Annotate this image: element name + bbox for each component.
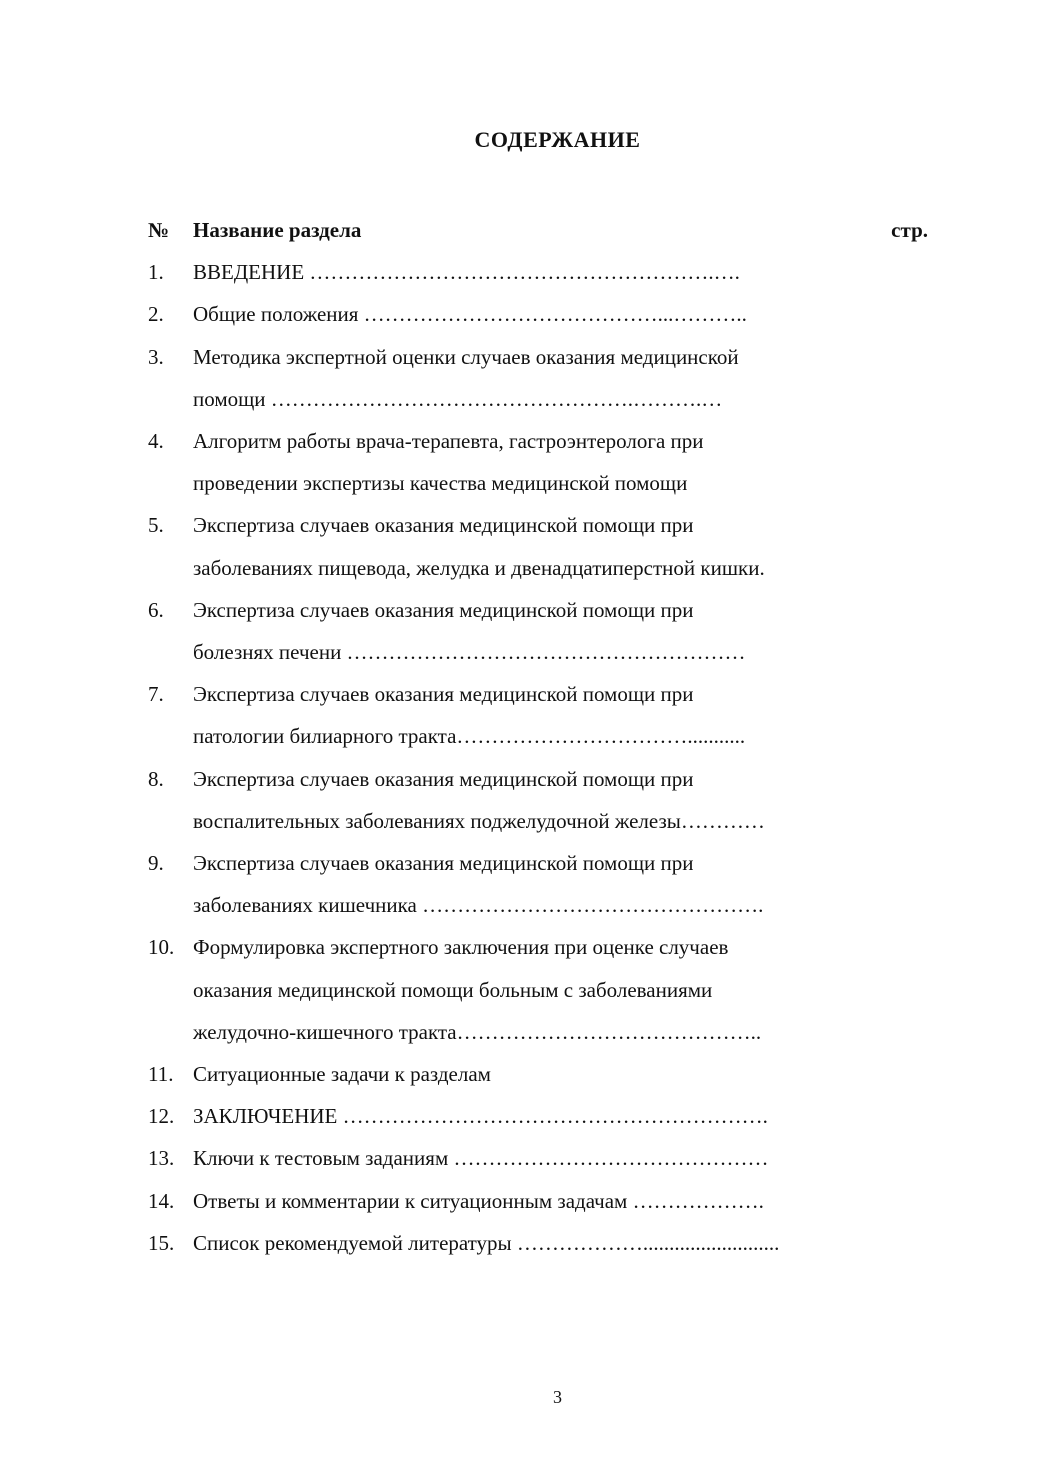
toc-entry-number: 8. (148, 766, 164, 791)
toc-entry-number: 4. (148, 429, 164, 453)
toc-entry (148, 842, 928, 926)
table-of-contents (148, 209, 928, 1264)
toc-entry-number: 12. (148, 1104, 175, 1129)
toc-entry-title-line: Список рекомендуемой литературы ……………….......................... (193, 1230, 780, 1255)
toc-entry (148, 1053, 928, 1095)
toc-entry-title-line: Экспертиза случаев оказания медицинской помощи при (193, 513, 694, 538)
toc-header (148, 209, 928, 251)
toc-entry-title-line: Общие положения ……………………………………...……….. (193, 302, 747, 327)
page-title: СОДЕРЖАНИЕ (474, 127, 641, 152)
toc-entry-number: 15. (148, 1230, 175, 1255)
toc-entry (148, 1180, 928, 1222)
toc-entry-title-line: Экспертиза случаев оказания медицинской помощи при (193, 851, 694, 876)
toc-entry-title-line: Алгоритм работы врача-терапевта, гастроэнтеролога при (193, 429, 704, 453)
toc-entry-title-line: проведении экспертизы качества медицинской помощи (193, 471, 688, 496)
toc-entry (148, 336, 928, 420)
toc-entry-number: 9. (148, 851, 164, 876)
toc-entry-number: 3. (148, 344, 164, 369)
toc-entry-number: 10. (148, 935, 175, 960)
toc-entry-number: 11. (148, 1062, 174, 1087)
toc-entry-title-line: патологии билиарного тракта……………………………........... (193, 724, 746, 749)
page-number: 3 (553, 1387, 562, 1407)
toc-entry (148, 293, 928, 335)
toc-entry-number: 5. (148, 513, 164, 538)
toc-entry-title-line: Экспертиза случаев оказания медицинской помощи при (193, 682, 694, 707)
toc-entry-title-line: ВВЕДЕНИЕ ………………………………………………….…. (193, 260, 740, 285)
toc-header-page: стр. (891, 218, 928, 242)
toc-entry-title-line: Методика экспертной оценки случаев оказания медицинской (193, 344, 739, 369)
toc-entry (148, 251, 928, 293)
toc-entry-title-line: желудочно-кишечного тракта…………………………………….. (193, 1019, 762, 1044)
toc-entry-title-line: болезнях печени ………………………………………………… (193, 640, 746, 665)
toc-entry-number: 1. (148, 260, 164, 285)
toc-entry (148, 1222, 928, 1264)
toc-items (148, 251, 928, 1264)
toc-entry-number: 7. (148, 682, 164, 707)
toc-entry-title-line: помощи …………………………………………….……….… (193, 386, 723, 411)
toc-entry-number: 6. (148, 597, 164, 622)
toc-entry-title-line: заболеваниях пищевода, желудка и двенадцатиперстной кишки. (193, 555, 765, 580)
toc-entry (148, 1137, 928, 1179)
toc-entry (148, 758, 928, 842)
toc-entry-title-line: заболеваниях кишечника …………………………………………. (193, 893, 764, 918)
toc-entry-title-line: воспалительных заболеваниях поджелудочной железы………… (193, 808, 765, 833)
toc-entry-title-line: Экспертиза случаев оказания медицинской помощи при (193, 766, 694, 791)
toc-entry (148, 926, 928, 1053)
toc-entry-number: 13. (148, 1146, 175, 1171)
toc-entry (148, 1095, 928, 1137)
toc-entry (148, 504, 928, 588)
toc-header-number: № (148, 218, 170, 242)
toc-entry (148, 673, 928, 757)
toc-entry-number: 2. (148, 302, 164, 327)
toc-entry (148, 589, 928, 673)
toc-entry-title-line: ЗАКЛЮЧЕНИЕ ……………………………………………………. (193, 1104, 768, 1129)
toc-entry-title-line: Ответы и комментарии к ситуационным задачам ………………. (193, 1188, 764, 1213)
toc-entry-title-line: оказания медицинской помощи больным с заболеваниями (193, 977, 713, 1002)
toc-entry-number: 14. (148, 1188, 175, 1213)
toc-header-section-name: Название раздела (193, 218, 362, 242)
toc-entry-title-line: Ситуационные задачи к разделам (193, 1062, 491, 1087)
toc-entry-title-line: Формулировка экспертного заключения при оценке случаев (193, 935, 729, 960)
toc-entry (148, 420, 928, 504)
toc-entry-title-line: Ключи к тестовым заданиям ……………………………………… (193, 1146, 769, 1171)
toc-entry-title-line: Экспертиза случаев оказания медицинской помощи при (193, 597, 694, 622)
